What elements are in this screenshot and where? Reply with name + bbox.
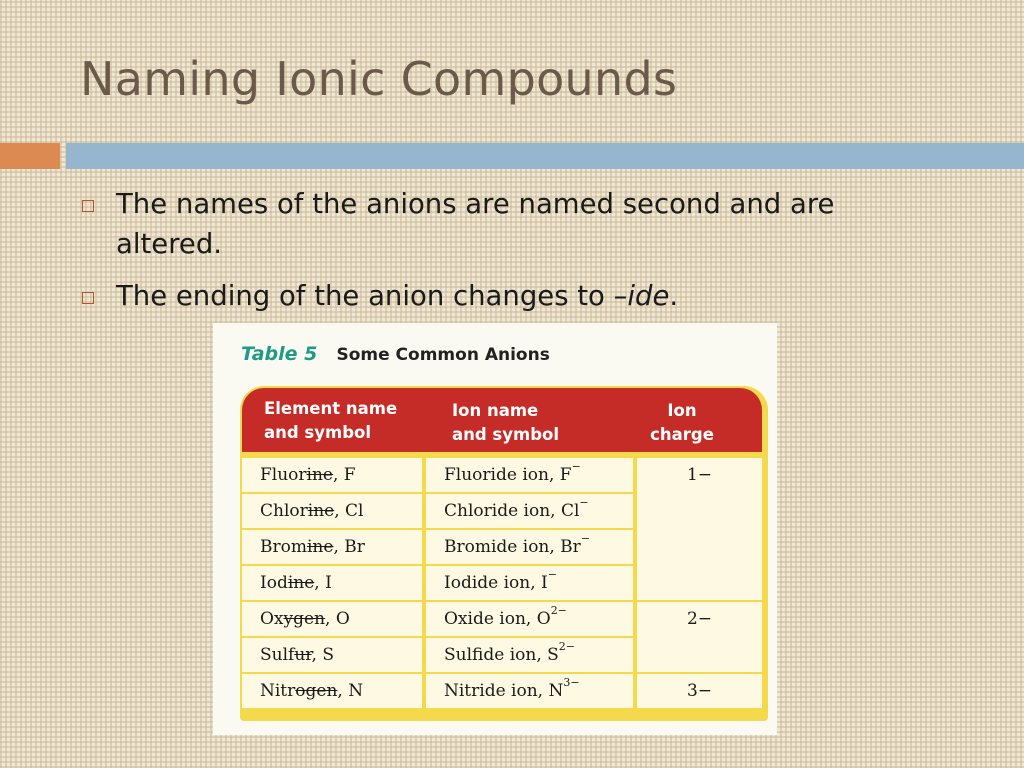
table-image-card bbox=[213, 323, 777, 735]
element-cell bbox=[242, 674, 422, 708]
element-struck-ending: ur bbox=[294, 645, 312, 665]
ion-name-cell bbox=[426, 638, 633, 672]
ion-charge-superscript: − bbox=[547, 568, 557, 582]
bullet-list bbox=[80, 184, 940, 328]
table-caption bbox=[241, 343, 550, 365]
ion-name-cell bbox=[426, 458, 633, 492]
ion-name-cell bbox=[426, 566, 633, 600]
ion-charge-superscript: 2− bbox=[558, 640, 576, 654]
accent-bar-orange bbox=[0, 143, 60, 169]
element-symbol: , Cl bbox=[334, 501, 364, 521]
element-symbol: , N bbox=[337, 681, 364, 701]
element-symbol: , S bbox=[311, 645, 335, 665]
bullet-item bbox=[80, 276, 940, 316]
ion-charge-superscript: 2− bbox=[550, 604, 567, 618]
element-cell bbox=[242, 458, 422, 492]
bullet-text: The names of the anions are named second and are altered. bbox=[116, 188, 835, 260]
ion-name: Bromide ion, Br bbox=[444, 537, 581, 557]
element-cell bbox=[242, 530, 422, 564]
element-stem: Sulf bbox=[260, 645, 295, 665]
ion-charge-superscript: − bbox=[571, 460, 581, 474]
element-cell bbox=[242, 638, 422, 672]
ion-charge-cell: 2− bbox=[637, 602, 762, 672]
square-bullet-icon bbox=[82, 292, 94, 304]
anions-table bbox=[240, 386, 768, 721]
table-name: Some Common Anions bbox=[336, 345, 550, 365]
table-header bbox=[242, 388, 762, 452]
element-stem: Ox bbox=[260, 609, 284, 629]
ion-name-cell bbox=[426, 494, 633, 528]
element-stem: Iod bbox=[260, 573, 288, 593]
element-symbol: , I bbox=[314, 573, 332, 593]
header-ion-name: Ion name and symbol bbox=[452, 401, 560, 444]
element-stem: Fluor bbox=[260, 465, 307, 485]
element-symbol: , O bbox=[325, 609, 350, 629]
square-bullet-icon bbox=[82, 200, 94, 212]
element-symbol: , F bbox=[333, 465, 356, 485]
ion-charge-cell: 3− bbox=[637, 674, 762, 708]
bullet-emphasis: –ide bbox=[613, 280, 670, 312]
header-ion-charge: Ion charge bbox=[650, 401, 714, 444]
element-stem: Chlor bbox=[260, 501, 308, 521]
bullet-item bbox=[80, 184, 940, 264]
accent-bar-blue bbox=[66, 143, 1024, 169]
element-struck-ending: ogen bbox=[295, 681, 338, 701]
ion-name: Iodide ion, I bbox=[444, 573, 548, 593]
ion-charge-superscript: − bbox=[579, 496, 589, 510]
ion-name: Chloride ion, Cl bbox=[444, 501, 580, 521]
element-struck-ending: ine bbox=[306, 537, 334, 557]
ion-name: Fluoride ion, F bbox=[444, 465, 572, 485]
bullet-text: The ending of the anion changes to bbox=[116, 280, 614, 312]
header-element: Element name and symbol bbox=[264, 399, 398, 442]
element-struck-ending: ine bbox=[307, 501, 335, 521]
ion-name-cell bbox=[426, 602, 633, 636]
element-struck-ending: ine bbox=[306, 465, 333, 485]
ion-charge-superscript: − bbox=[580, 532, 591, 546]
ion-name-cell bbox=[426, 530, 633, 564]
element-struck-ending: ygen bbox=[283, 609, 326, 629]
slide-title: Naming Ionic Compounds bbox=[80, 52, 678, 106]
element-struck-ending: ine bbox=[287, 573, 315, 593]
element-symbol: , Br bbox=[333, 537, 365, 557]
ion-name: Nitride ion, N bbox=[444, 681, 564, 701]
bullet-suffix: . bbox=[669, 280, 679, 312]
element-cell bbox=[242, 602, 422, 636]
element-stem: Brom bbox=[260, 537, 307, 557]
element-stem: Nitr bbox=[260, 681, 296, 701]
ion-charge-superscript: 3− bbox=[563, 676, 580, 690]
table-number: Table 5 bbox=[241, 343, 318, 365]
ion-charge-cell: 1− bbox=[637, 458, 762, 600]
ion-name: Oxide ion, O bbox=[444, 609, 551, 629]
ion-name-cell bbox=[426, 674, 633, 708]
ion-name: Sulfide ion, S bbox=[444, 645, 559, 665]
element-cell bbox=[242, 494, 422, 528]
element-cell bbox=[242, 566, 422, 600]
